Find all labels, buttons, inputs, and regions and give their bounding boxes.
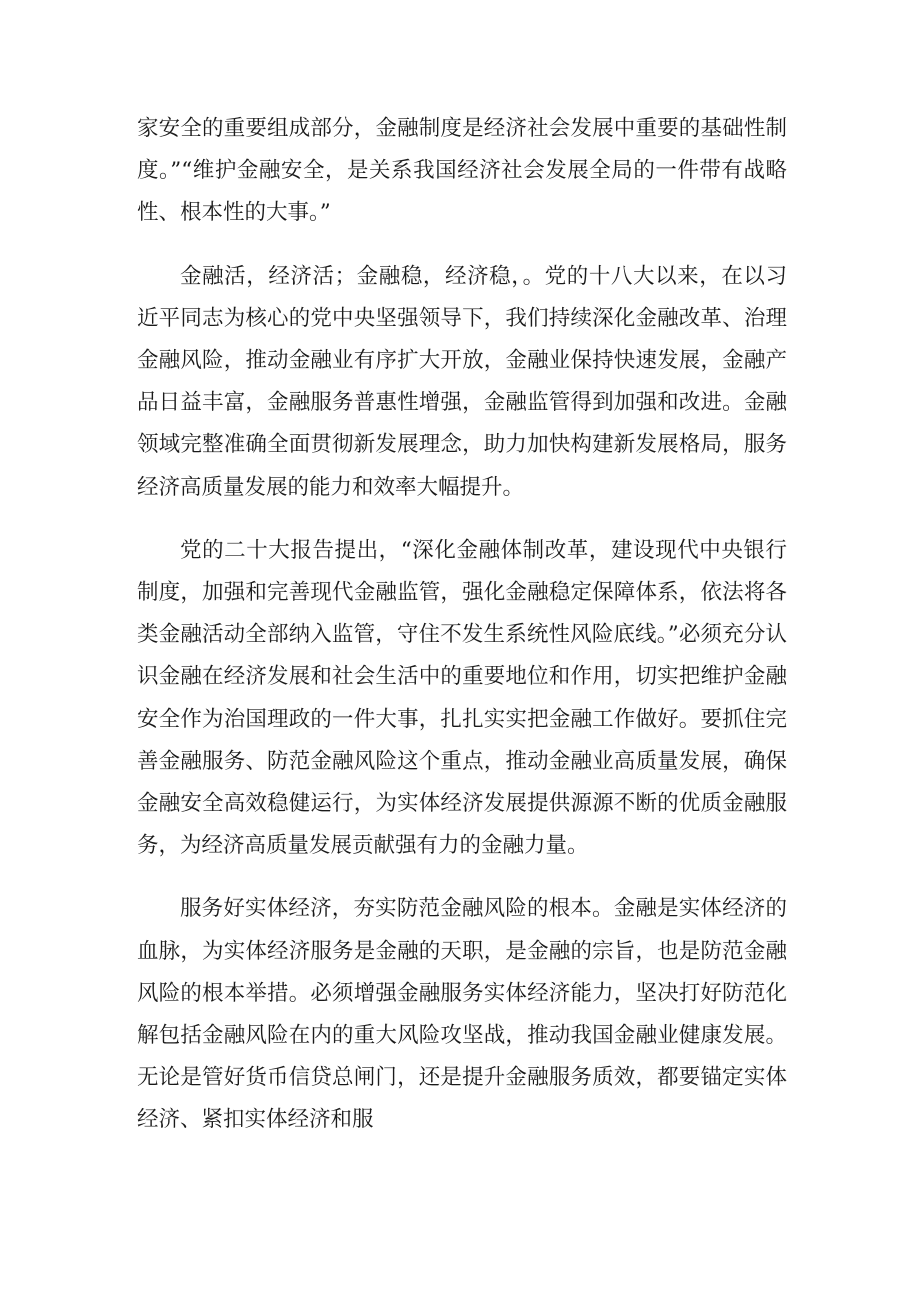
paragraph-3: 党的二十大报告提出，“深化金融体制改革，建设现代中央银行制度，加强和完善现代金融监管，强化金融稳定保障体系，依法将各类金融活动全部纳入监管，守住不发生系统性风险底线。”必须充分认识金融在经济发展和社会生活中的重要地位和作用，切实把维护金融安全作为治国理政的一件大事，扎扎实实把金融工作做好。要抓住完善金融服务、防范金融风险这个重点，推动金融业高质量发展，确保金融安全高效稳健运行，为实体经济发展提供源源不断的优质金融服务，为经济高质量发展贡献强有力的金融力量。 bbox=[137, 537, 787, 859]
paragraph-4: 服务好实体经济，夯实防范金融风险的根本。金融是实体经济的血脉，为实体经济服务是金融的天职，是金融的宗旨，也是防范金融风险的根本举措。必须增强金融服务实体经济能力，坚决打好防范化解包括金融风险在内的重大风险攻坚战，推动我国金融业健康发展。无论是管好货币信贷总闸门，还是提升金融服务质效，都要锚定实体经济、紧扣实体经济和服 bbox=[137, 896, 787, 1133]
document-body bbox=[137, 108, 787, 1163]
paragraph-1: 家安全的重要组成部分，金融制度是经济社会发展中重要的基础性制度。”“维护金融安全，是关系我国经济社会发展全局的一件带有战略性、根本性的大事。” bbox=[137, 116, 787, 226]
paragraph-2: 金融活，经济活；金融稳，经济稳，。党的十八大以来，在以习近平同志为核心的党中央坚强领导下，我们持续深化金融改革、治理金融风险，推动金融业有序扩大开放，金融业保持快速发展，金融产品日益丰富，金融服务普惠性增强，金融监管得到加强和改进。金融领域完整准确全面贯彻新发展理念，助力加快构建新发展格局，服务经济高质量发展的能力和效率大幅提升。 bbox=[137, 263, 787, 500]
